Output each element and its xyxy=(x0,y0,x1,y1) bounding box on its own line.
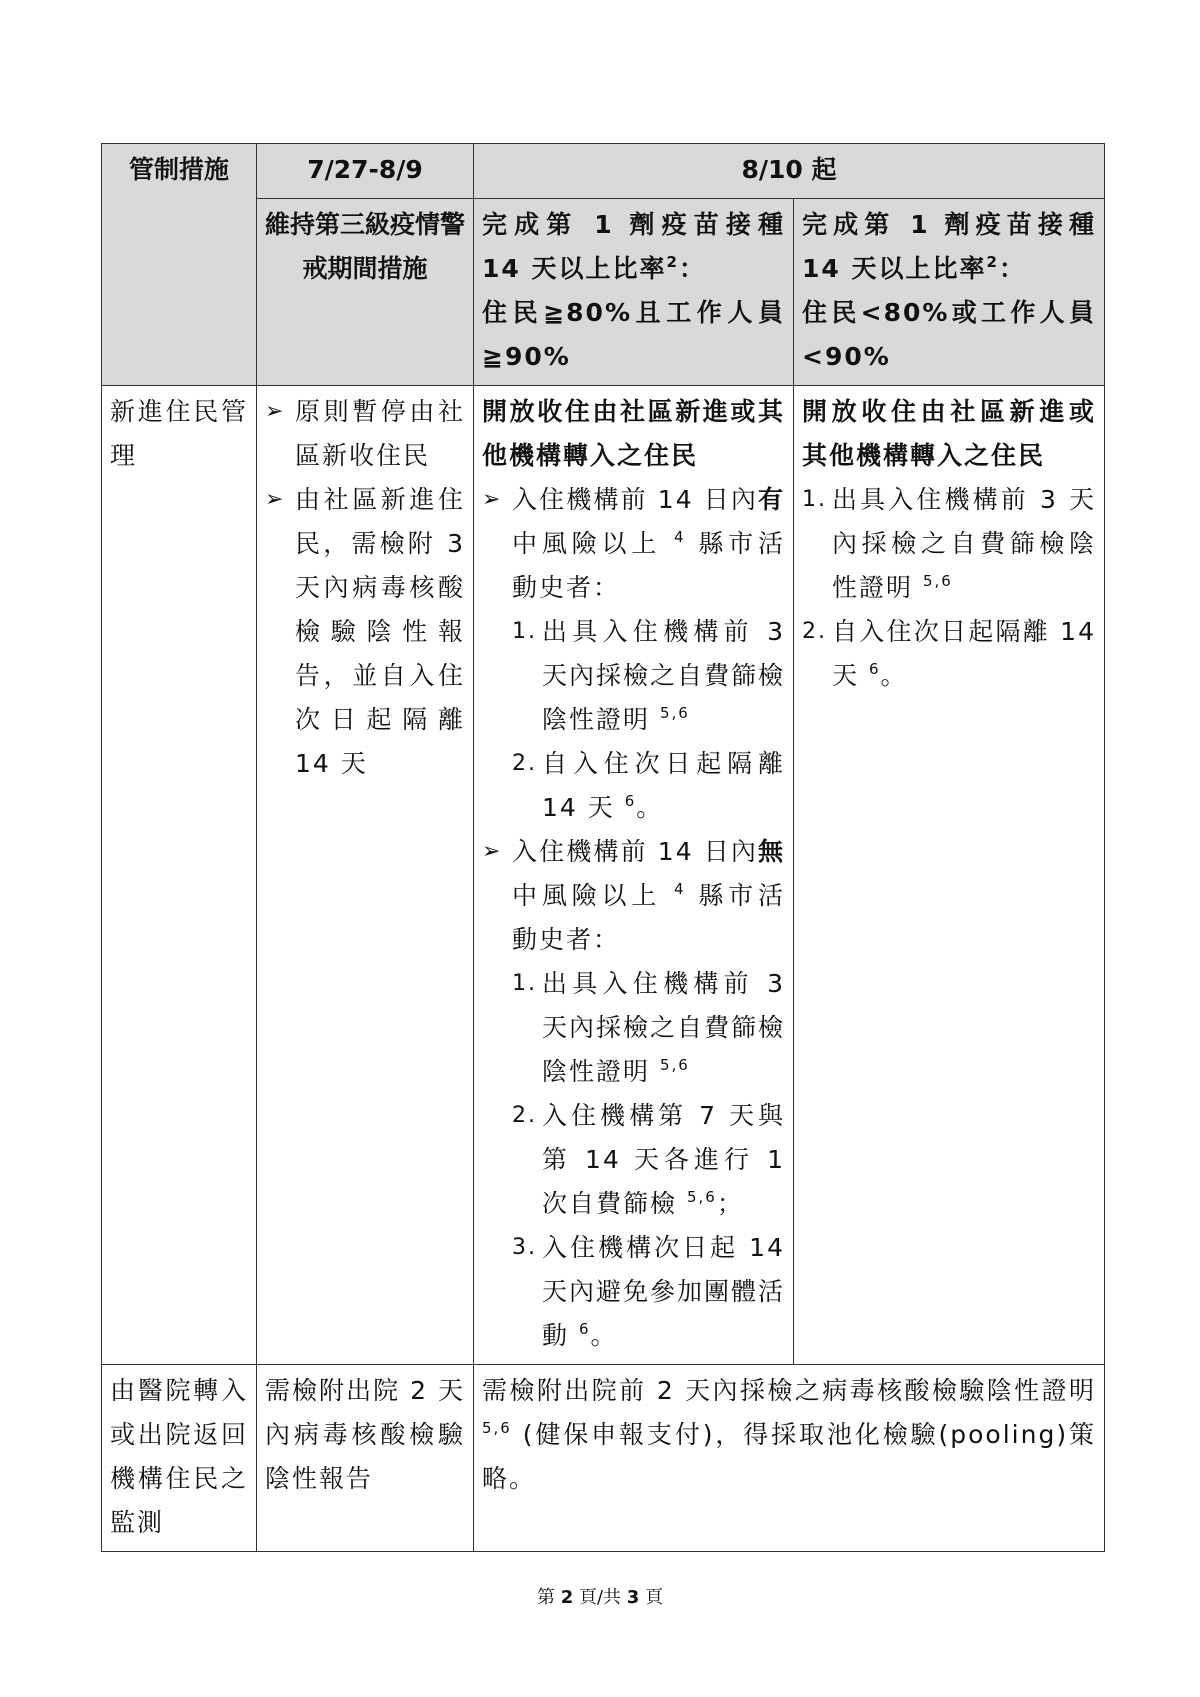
header-period-2: 8/10 起 xyxy=(474,144,1105,199)
cell-period2-hospital-transfer: 需檢附出院前 2 天內採檢之病毒核酸檢驗陰性證明$^{5,6}$ (健保申報支付)，得採取池化檢驗(pooling)策略。 xyxy=(474,1365,1105,1552)
cell-heading: 開放收住由社區新進或其他機構轉入之住民 xyxy=(802,397,1096,470)
header-period-1: 7/27-8/9 xyxy=(257,144,474,199)
cell-period1-hospital-transfer: 需檢附出院 2 天內病毒核酸檢驗陰性報告 xyxy=(257,1365,474,1552)
list-item: ➢ 入住機構前 14 日內有中風險以上 $^4$ 縣市活動史者： 1. 出具入住機構前 3 天內採檢之自費篩檢陰性證明 $^{5,6}$ 2. 自入住次日起隔離 14 天 $^6$。 xyxy=(482,478,785,830)
cell-period1-new-residents xyxy=(257,386,474,1365)
list-item: 2. 自入住次日起隔離 14 天 $^6$。 xyxy=(512,749,785,822)
row-new-residents xyxy=(102,386,1105,1365)
cell-heading: 開放收住由社區新進或其他機構轉入之住民 xyxy=(482,397,785,470)
header-sub-2: 完成第 1 劑疫苗接種 14 天以上比率$^2$： 住民≧80%且工作人員≧90% xyxy=(474,199,794,386)
arrow-bullet-icon: ➢ xyxy=(265,399,286,424)
header-measure: 管制措施 xyxy=(102,144,257,386)
cell-low-coverage-new-residents xyxy=(794,386,1105,1365)
header-sub-3: 完成第 1 劑疫苗接種 14 天以上比率$^2$： 住民<80%或工作人員<90% xyxy=(794,199,1105,386)
list-item: 2. 入住機構第 7 天與第 14 天各進行 1 次自費篩檢 $^{5,6}$； xyxy=(512,1101,785,1218)
arrow-bullet-icon: ➢ xyxy=(482,839,503,864)
list-item: ➢ 原則暫停由社區新收住民 xyxy=(265,390,465,478)
row-hospital-transfer xyxy=(102,1365,1105,1552)
list-item: ➢ 入住機構前 14 日內無中風險以上 $^4$ 縣市活動史者： 1. 出具入住機構前 3 天內採檢之自費篩檢陰性證明 $^{5,6}$ 2. 入住機構第 7 天與第 14 天各進行 1 次自費篩檢 $^{5,6}$； 3. 入住機構次日起 14 天內避免參加團體活動 $^6$。 xyxy=(482,830,785,1358)
header-row-1 xyxy=(102,144,1105,199)
cell-high-coverage-new-residents xyxy=(474,386,794,1365)
header-sub-1: 維持第三級疫情警戒期間措施 xyxy=(257,199,474,386)
row-label-hospital-transfer: 由醫院轉入或出院返回機構住民之監測 xyxy=(102,1365,257,1552)
row-label-new-residents: 新進住民管理 xyxy=(102,386,257,1365)
list-item: ➢ 由社區新進住民，需檢附 3 天內病毒核酸檢驗陰性報告，並自入住次日起隔離 14 天 xyxy=(265,478,465,786)
list-item: 1. 出具入住機構前 3 天內採檢之自費篩檢陰性證明 $^{5,6}$ xyxy=(802,485,1096,602)
list-item: 1. 出具入住機構前 3 天內採檢之自費篩檢陰性證明 $^{5,6}$ xyxy=(512,617,786,734)
list-item: 1. 出具入住機構前 3 天內採檢之自費篩檢陰性證明 $^{5,6}$ xyxy=(512,969,786,1086)
page-footer: 第 2 頁/共 3 頁 xyxy=(536,1587,664,1608)
arrow-bullet-icon: ➢ xyxy=(265,487,286,512)
measures-table xyxy=(101,143,1105,1552)
list-item: 3. 入住機構次日起 14 天內避免參加團體活動 $^6$。 xyxy=(512,1233,786,1350)
arrow-bullet-icon: ➢ xyxy=(482,487,503,512)
list-item: 2. 自入住次日起隔離 14 天 $^6$。 xyxy=(802,617,1096,690)
